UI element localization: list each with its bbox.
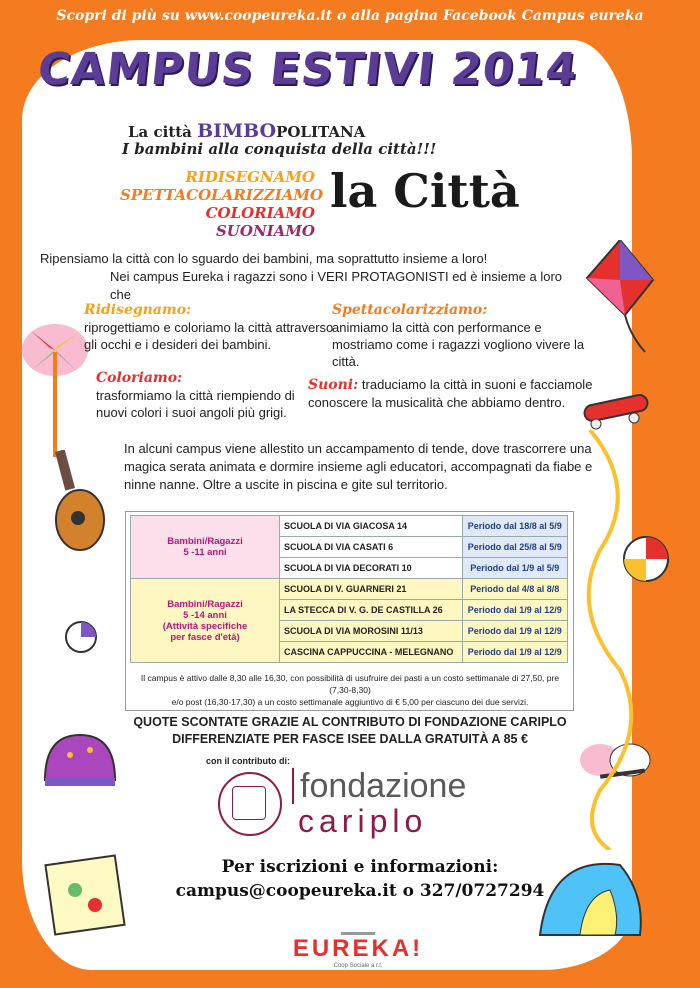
intro-text [40, 250, 580, 304]
verb-ridisegnamo: RIDISEGNAMO [185, 168, 315, 186]
section-heading: Ridisegnamo: [84, 302, 192, 318]
section-heading: Spettacolarizziamo: [332, 302, 488, 318]
top-banner-text: Scopri di più su www.coopeureka.it o alla pagina Facebook Campus eureka [56, 8, 644, 24]
page-title: CAMPUS ESTIVI 2014 [35, 44, 581, 95]
school-cell: LA STECCA DI V. G. DE CASTILLA 26 [280, 600, 463, 621]
contribution-label: con il contributo di: [206, 756, 290, 766]
verb-coloriamo: COLORIAMO [205, 204, 315, 222]
eureka-logo-sub: Coop Sociale a r.l. [333, 963, 383, 969]
group-age: 5 -14 anni [183, 609, 227, 621]
contact-phone: o 327/0727294 [402, 881, 545, 901]
school-cell: SCUOLA DI VIA CASATI 6 [280, 537, 463, 558]
school-cell: SCUOLA DI VIA MOROSINI 11/13 [280, 621, 463, 642]
period-cell: Periodo dal 1/9 al 12/9 [462, 600, 567, 621]
table-row [131, 579, 568, 600]
section-text: trasformiamo la città riempiendo di nuovi colori i suoi angoli più grigi. [96, 388, 295, 420]
period-cell: Periodo dal 1/9 al 12/9 [462, 642, 567, 663]
period-cell: Periodo dal 4/8 al 8/8 [462, 579, 567, 600]
camp-description: In alcuni campus viene allestito un accampamento di tende, dove trascorrere una magica serata animata e dormire insieme agli educatori, accompagnati da fiabe e ninne nanne. Oltre a uscite in piscina e gite sul territorio. [124, 441, 593, 492]
table-note-line-2: e/o post (16,30-17,30) a un costo settimanale aggiuntivo di € 5,00 per ciascuno dei due servizi. [171, 697, 529, 707]
group-note: (Attività specifiche [162, 620, 248, 632]
section-text: animiamo la città con performance e mostriamo come i ragazzi vogliono vivere la città. [332, 320, 585, 369]
section-ridisegnamo [84, 302, 334, 353]
period-cell: Periodo dal 25/8 al 5/9 [462, 537, 567, 558]
pinwheel-icon [20, 320, 90, 460]
section-text: riprogettiamo e coloriamo la città attraverso gli occhi e i desideri dei bambini. [84, 320, 334, 352]
verbs-list [120, 168, 324, 240]
fondazione-seal-logo [218, 772, 282, 836]
subtitle-prefix: La città [128, 123, 198, 141]
group-age: 5 -11 anni [183, 547, 227, 558]
table-row [131, 516, 568, 537]
subtitle-suffix: POLITANA [276, 123, 366, 141]
group-cell [131, 579, 280, 663]
school-cell: SCUOLA DI VIA GIACOSA 14 [280, 516, 463, 537]
group-note: per fasce d'età) [170, 631, 240, 643]
section-heading: Coloriamo: [96, 370, 183, 386]
table-note [132, 672, 568, 708]
period-cell: Periodo dal 18/8 al 5/9 [462, 516, 567, 537]
subtitle-bimbo: BIMBO [197, 120, 277, 142]
verb-suoniamo: SUONIAMO [215, 222, 315, 240]
section-spettacolarizziamo [332, 302, 604, 370]
tagline: I bambini alla conquista della città!!! [122, 140, 437, 158]
eureka-logo-name: EUREKA! [292, 935, 424, 962]
la-citta-heading: la Città [330, 164, 520, 218]
eureka-logo [268, 912, 448, 969]
verb-spettacolarizziamo: SPETTACOLARIZZIAMO [120, 186, 324, 204]
period-cell: Periodo dal 1/9 al 12/9 [462, 621, 567, 642]
section-suoni [308, 376, 598, 411]
discount-line-1: QUOTE SCONTATE GRAZIE AL CONTRIBUTO DI FONDAZIONE CARIPLO [133, 715, 567, 729]
group-cell [131, 516, 280, 579]
school-cell: SCUOLA DI VIA DECORATI 10 [280, 558, 463, 579]
discount-line-2: DIFFERENZIATE PER FASCE ISEE DALLA GRATUITÀ A 85 € [172, 732, 528, 746]
helmet-icon [40, 730, 120, 800]
group-label: Bambini/Ragazzi [167, 536, 243, 547]
section-coloriamo [96, 370, 296, 421]
ball-icon [64, 620, 98, 654]
table-note-line-1: Il campus è attivo dalle 8,30 alle 16,30, con possibilità di usufruire dei pasti a un costo settimanale di 27,50, pre (7,30-8,30) [140, 673, 560, 695]
contacts-heading: Per iscrizioni e informazioni: [221, 857, 499, 877]
fondazione-logo-text: fondazione [292, 768, 466, 804]
guitar-icon [40, 450, 110, 560]
school-cell: SCUOLA DI V. GUARNERI 21 [280, 579, 463, 600]
intro-line-1: Ripensiamo la città con lo sguardo dei bambini, ma soprattutto insieme a loro! [40, 251, 488, 266]
subtitle [128, 120, 365, 142]
intro-line-2: Nei campus Eureka i ragazzi sono i VERI PROTAGONISTI ed è insieme a loro che [110, 269, 563, 302]
contacts [100, 855, 620, 903]
school-cell: CASCINA CAPPUCCINA - MELEGNANO [280, 642, 463, 663]
section-heading: Suoni: [308, 377, 359, 393]
temple-icon [341, 912, 375, 935]
campus-table [125, 511, 574, 711]
discount-notice [120, 714, 580, 748]
cariplo-logo-text: cariplo [298, 803, 428, 839]
group-label: Bambini/Ragazzi [167, 598, 243, 610]
contact-email[interactable]: campus@coopeureka.it [175, 881, 397, 901]
section-text: traduciamo la città in suoni e facciamole conoscere la musicalità che abbiamo dentro. [308, 377, 593, 410]
period-cell: Periodo dal 1/9 al 5/9 [462, 558, 567, 579]
